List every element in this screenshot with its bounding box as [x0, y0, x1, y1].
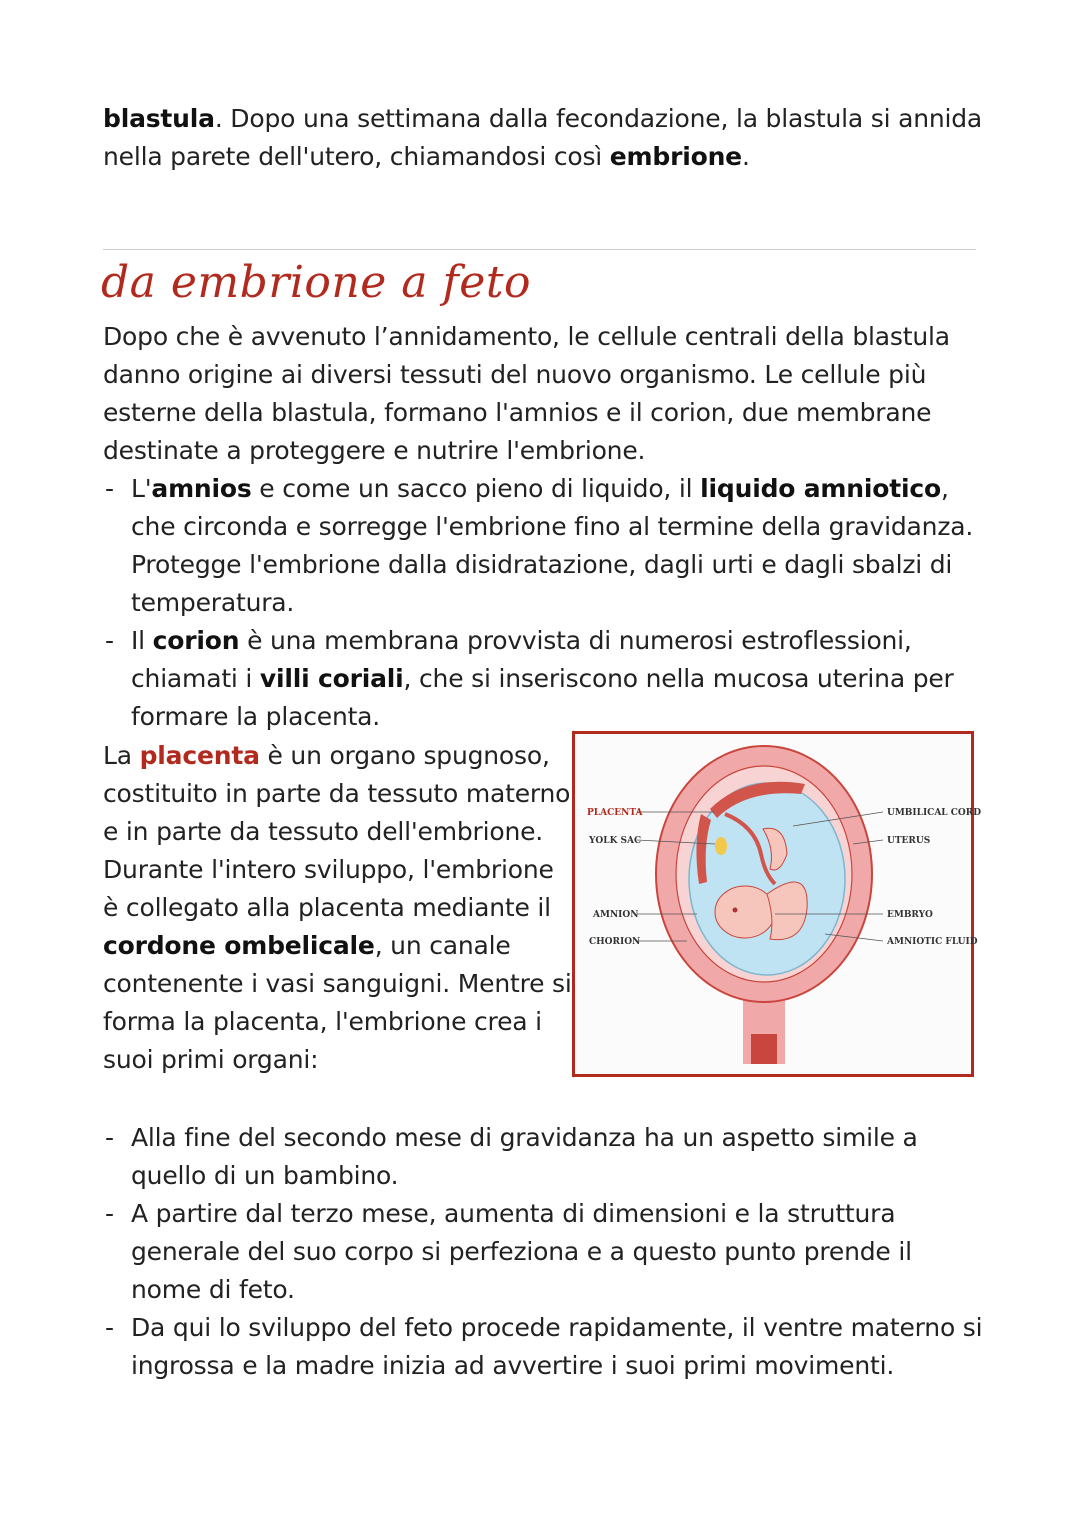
label-yolk-sac: YOLK SAC [589, 836, 642, 846]
bullet-dash: - [105, 1199, 114, 1228]
intro-paragraph [103, 100, 983, 176]
list-item: - Da qui lo sviluppo del feto procede rapidamente, il ventre materno si ingrossa e la madre inizia ad avvertire i suoi primi movimenti. [103, 1309, 983, 1385]
list-item-corion: - Il corion è una membrana provvista di numerosi estroflessioni, chiamati i villi coriali, che si inseriscono nella mucosa uterina per formare la placenta. [103, 622, 983, 736]
list-item: - A partire dal terzo mese, aumenta di dimensioni e la struttura generale del suo corpo si perfeziona e a questo punto prende il nome di feto. [103, 1195, 983, 1309]
term-villi-coriali: villi coriali [259, 664, 404, 693]
list-item-amnios: - L'amnios e come un sacco pieno di liquido, il liquido amniotico, che circonda e sorregge l'embrione fino al termine della gravidanza. Protegge l'embrione dalla disidratazione, dagli urti e dagli sbalzi di temperatura. [103, 470, 983, 622]
uterus-diagram-svg [575, 734, 982, 1074]
list-item: - Alla fine del secondo mese di gravidanza ha un aspetto simile a quello di un bambino. [103, 1119, 983, 1195]
bullet-dash: - [105, 1123, 114, 1152]
yolk-sac-shape [715, 837, 727, 855]
term-liquido-amniotico: liquido amniotico [700, 474, 941, 503]
intro-text: blastula. Dopo una settimana dalla fecondazione, la blastula si annida nella parete dell'utero, chiamandosi così embrione. [103, 104, 983, 171]
term-cordone-ombelicale: cordone ombelicale [103, 931, 375, 960]
label-umbilical-cord: UMBILICAL CORD [887, 808, 982, 818]
bullet-dash: - [105, 474, 114, 503]
bullet-dash: - [105, 1313, 114, 1342]
term-amnios: amnios [151, 474, 252, 503]
term-placenta: placenta [139, 741, 260, 770]
cervix-canal [751, 1034, 777, 1064]
term-embrione: embrione [609, 142, 742, 171]
uterus-diagram [572, 731, 982, 1077]
term-blastula: blastula [103, 104, 215, 133]
section-divider [103, 249, 976, 250]
label-amnion: AMNION [593, 910, 639, 920]
bullet-dash: - [105, 626, 114, 655]
development-list [103, 1119, 983, 1385]
label-uterus: UTERUS [887, 836, 931, 846]
label-embryo: EMBRYO [887, 910, 933, 920]
embryo-eye [733, 908, 738, 913]
term-corion: corion [152, 626, 240, 655]
section-body [103, 318, 983, 736]
label-placenta: PLACENTA [587, 808, 643, 818]
section-paragraph: Dopo che è avvenuto l’annidamento, le cellule centrali della blastula danno origine ai diversi tessuti del nuovo organismo. Le cellule più esterne della blastula, formano l'amnios e il corion, due membrane destinate a proteggere e nutrire l'embrione. [103, 322, 950, 465]
label-amniotic-fluid: AMNIOTIC FLUID [887, 937, 978, 947]
placenta-paragraph: La placenta è un organo spugnoso, costituito in parte da tessuto materno e in parte da tessuto dell'embrione. Durante l'intero sviluppo, l'embrione è collegato alla placenta mediante il cordone ombelicale, un canale contenente i vasi sanguigni. Mentre si forma la placenta, l'embrione crea i suoi primi organi: [103, 741, 572, 1074]
embryo-head [715, 886, 775, 938]
label-chorion: CHORION [589, 937, 641, 947]
section-title: da embrione a feto [101, 257, 531, 308]
